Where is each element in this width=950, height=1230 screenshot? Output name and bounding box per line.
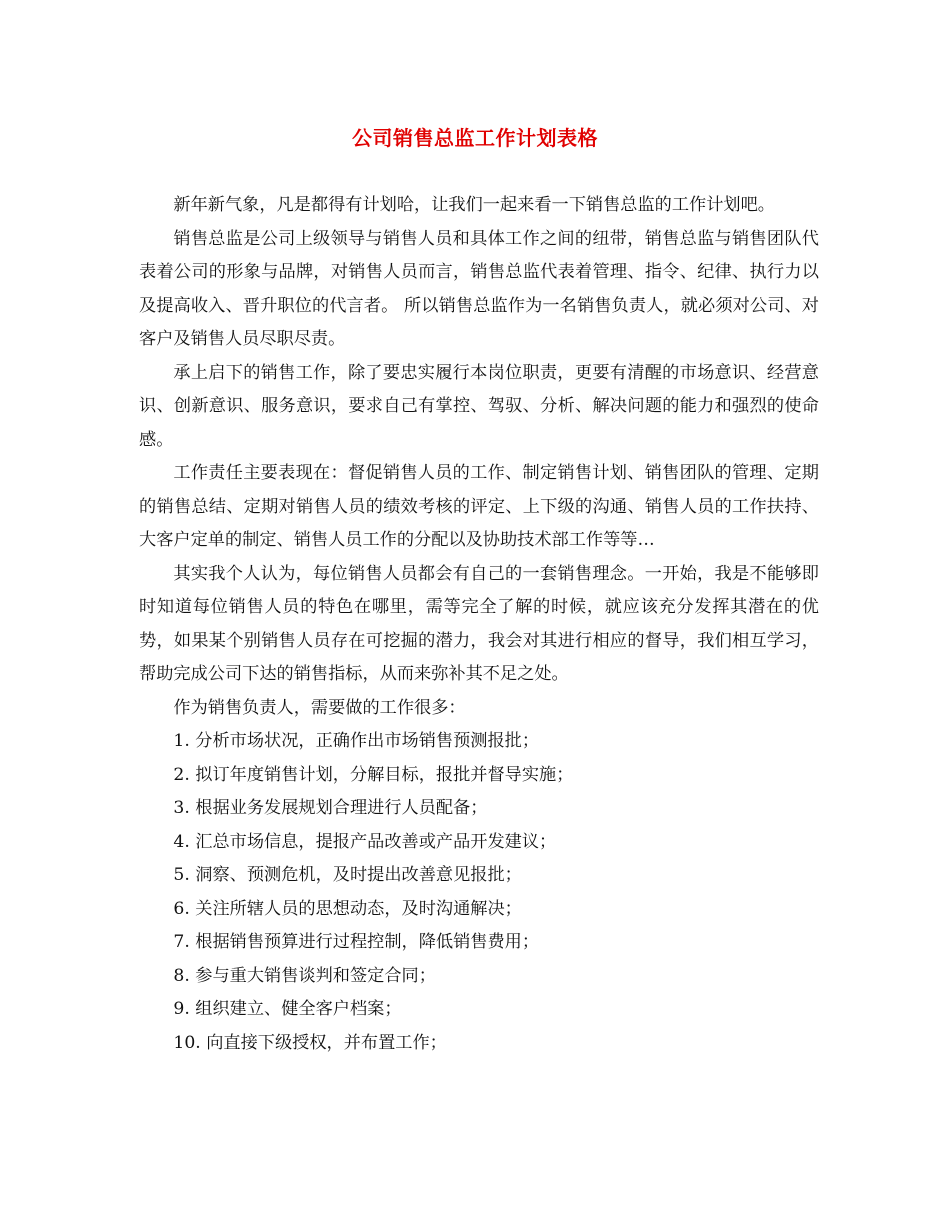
task-list [139,725,819,1060]
list-item: 6. 关注所辖人员的思想动态，及时沟通解决； [173,898,522,919]
list-item: 2. 拟订年度销售计划，分解目标，报批并督导实施； [173,764,574,785]
paragraph-role: 销售总监是公司上级领导与销售人员和具体工作之间的纽带，销售总监与销售团队代表着公司的形象与品牌，对销售人员而言，销售总监代表着管理、指令、纪律、执行力以及提高收入、晋升职位的代言者。 所以销售总监作为一名销售负责人，就必须对公司、对客户及销售人员尽职尽责。 [139,228,819,349]
list-item: 4. 汇总市场信息，提报产品改善或产品开发建议； [173,831,557,852]
document-body [139,189,819,1060]
document-title: 公司销售总监工作计划表格 [352,126,598,150]
paragraph-list-intro: 作为销售负责人，需要做的工作很多： [173,697,466,718]
paragraph-intro: 新年新气象，凡是都得有计划哈，让我们一起来看一下销售总监的工作计划吧。 [173,195,775,215]
list-item: 10. 向直接下级授权，并布置工作； [173,1032,447,1053]
paragraph-duties: 承上启下的销售工作，除了要忠实履行本岗位职责，更要有清醒的市场意识、经营意识、创新意识、服务意识，要求自己有掌控、驾驭、分析、解决问题的能力和强烈的使命感。 [139,362,819,450]
list-item: 3. 根据业务发展规划合理进行人员配备； [173,798,488,818]
list-item: 7. 根据销售预算进行过程控制，降低销售费用； [173,932,540,952]
paragraph-personal-view: 其实我个人认为，每位销售人员都会有自己的一套销售理念。一开始，我是不能够即时知道每位销售人员的特色在哪里，需等完全了解的时候，就应该充分发挥其潜在的优势，如果某个别销售人员存在可挖掘的潜力，我会对其进行相应的督导，我们相互学习，帮助完成公司下达的销售指标，从而来弥补其不足之处。 [139,563,819,684]
list-item: 8. 参与重大销售谈判和签定合同； [173,965,436,986]
paragraph-responsibilities: 工作责任主要表现在：督促销售人员的工作、制定销售计划、销售团队的管理、定期的销售总结、定期对销售人员的绩效考核的评定、上下级的沟通、销售人员的工作扶持、大客户定单的制定、销售人员工作的分配以及协助技术部工作等等… [139,463,819,550]
list-item: 5. 洞察、预测危机，及时提出改善意见报批； [173,865,522,885]
list-item: 1. 分析市场状况，正确作出市场销售预测报批； [173,731,540,751]
list-item: 9. 组织建立、健全客户档案； [173,999,402,1019]
